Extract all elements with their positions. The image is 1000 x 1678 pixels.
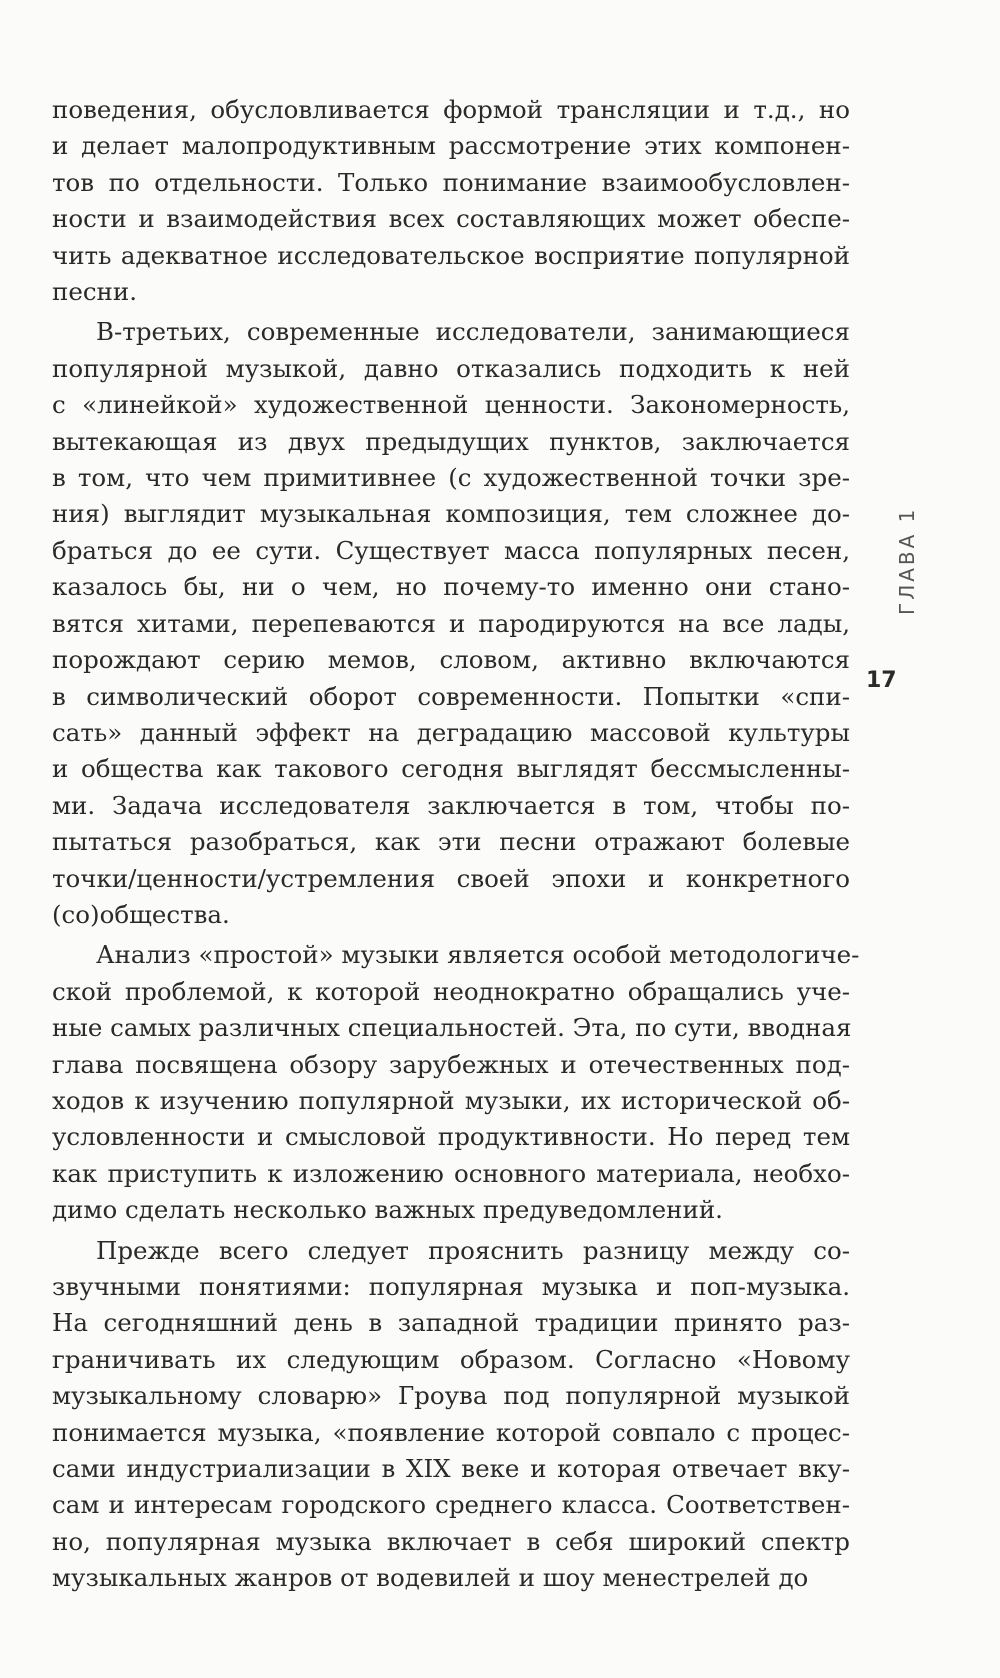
text-line: условленности и смысловой продуктивности. Но перед тем [52, 1122, 850, 1152]
text-line: популярной музыкой, давно отказались подходить к ней [52, 353, 850, 383]
text-line: В-третьих, современные исследователи, занимающиеся [96, 317, 850, 347]
text-line: сам и интересам городского среднего класса. Соответствен- [52, 1490, 850, 1520]
text-line: браться до ее сути. Существует масса популярных песен, [52, 535, 850, 565]
text-line: музыкальному словарю» Гроува под популярной музыкой [52, 1381, 850, 1411]
page-number: 17 [866, 668, 897, 693]
text-line: Прежде всего следует прояснить разницу между со- [96, 1235, 850, 1265]
text-line: вытекающая из двух предыдущих пунктов, заключается [52, 426, 850, 456]
text-line: На сегодняшний день в западной традиции принято раз- [52, 1308, 850, 1338]
text-line: димо сделать несколько важных предуведомлений. [52, 1195, 723, 1225]
body-text [52, 92, 860, 1597]
text-line: тов по отдельности. Только понимание взаимообусловлен- [52, 167, 850, 197]
text-line: но, популярная музыка включает в себя широкий спектр [52, 1526, 850, 1556]
text-line: и делает малопродуктивным рассмотрение этих компонен- [52, 131, 850, 161]
text-line: поведения, обусловливается формой трансляции и т.д., но [52, 95, 850, 124]
text-line: (со)общества. [52, 899, 230, 929]
text-line: в том, что чем примитивнее (с художественной точки зре- [52, 463, 850, 493]
paragraph [52, 1233, 850, 1597]
text-line: вятся хитами, перепеваются и пародируются на все лады, [52, 608, 850, 638]
text-line: казалось бы, ни о чем, но почему-то именно они стано- [52, 572, 850, 602]
text-line: порождают серию мемов, словом, активно включаются [52, 645, 850, 675]
text-line: песни. [52, 277, 137, 307]
paragraph [52, 937, 860, 1228]
text-line: понимается музыка, «появление которой совпало с процес- [52, 1417, 850, 1447]
text-line: ходов к изучению популярной музыки, их исторической об- [52, 1085, 850, 1115]
text-line: граничивать их следующим образом. Согласно «Новому [52, 1344, 850, 1374]
text-line: ности и взаимодействия всех составляющих может обеспе- [52, 204, 850, 234]
running-head: ГЛАВА 1 [895, 506, 919, 615]
text-line: точки/ценности/устремления своей эпохи и конкретного [52, 863, 850, 893]
text-line: как приступить к изложению основного материала, необхо- [52, 1158, 850, 1188]
text-line: глава посвящена обзору зарубежных и отечественных под- [52, 1049, 850, 1079]
text-line: пытаться разобраться, как эти песни отражают болевые [52, 827, 850, 857]
text-line: ской проблемой, к которой неоднократно обращались уче- [52, 976, 850, 1006]
text-line: чить адекватное исследовательское восприятие популярной [52, 240, 850, 270]
text-line: ми. Задача исследователя заключается в том, чтобы по- [52, 790, 850, 820]
text-line: музыкальных жанров от водевилей и шоу менестрелей до [52, 1563, 809, 1593]
text-line: с «линейкой» художественной ценности. Закономерность, [52, 390, 850, 420]
paragraph [52, 92, 850, 310]
text-line: сать» данный эффект на деградацию массовой культуры [52, 717, 850, 747]
text-line: ния) выглядит музыкальная композиция, тем сложнее до- [52, 499, 850, 529]
text-line: и общества как такового сегодня выглядят бессмысленны- [52, 754, 850, 784]
text-line: звучными понятиями: популярная музыка и поп-музыка. [52, 1272, 850, 1301]
text-line: в символический оборот современности. Попытки «спи- [52, 681, 850, 711]
paragraph [52, 314, 850, 933]
text-line: Анализ «простой» музыки является особой методологиче- [96, 940, 860, 970]
text-line: ные самых различных специальностей. Эта, по сути, вводная [52, 1013, 852, 1043]
text-line: сами индустриализации в XIX веке и которая отвечает вку- [52, 1454, 850, 1484]
